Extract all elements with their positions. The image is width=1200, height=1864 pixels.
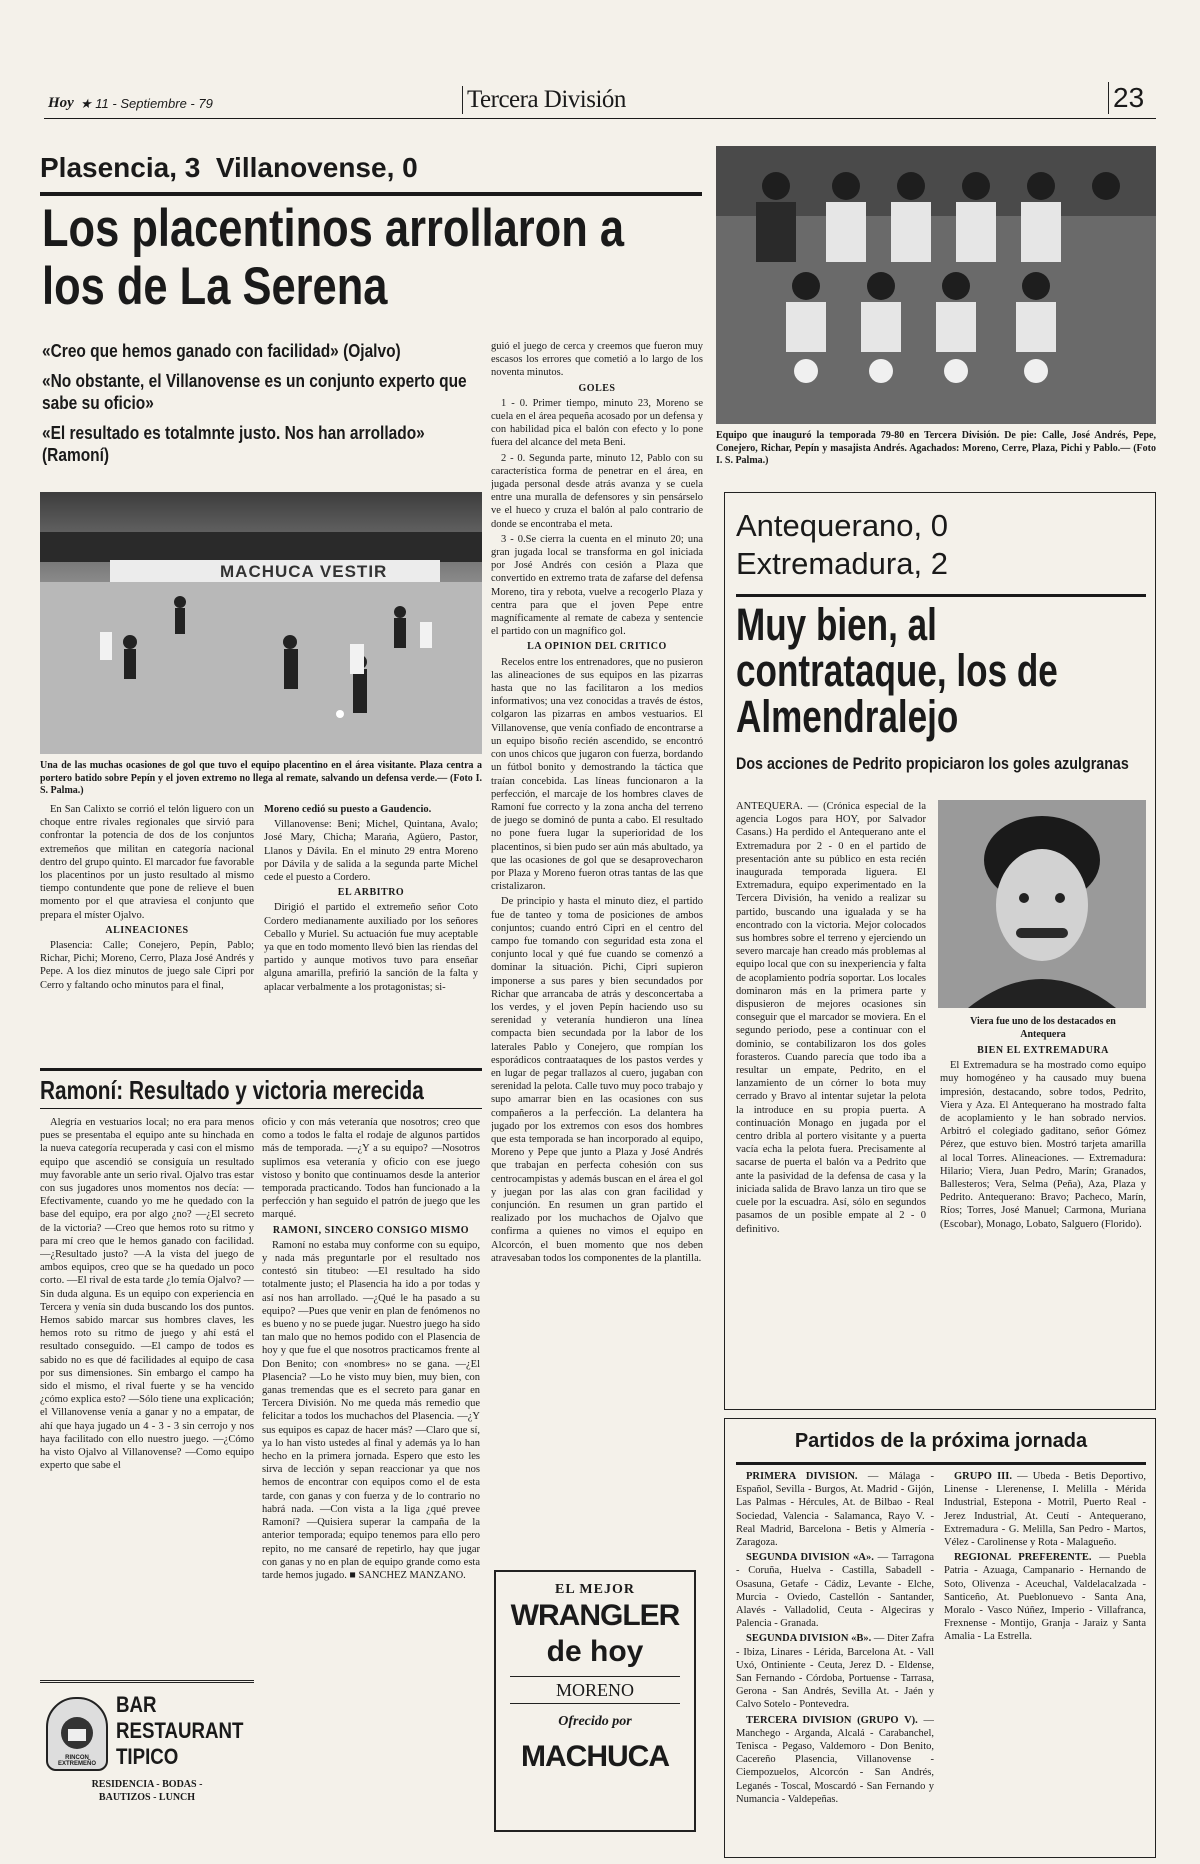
goles-heading: GOLES	[578, 382, 616, 394]
ad-wrangler-line-2: WRANGLER	[510, 1599, 680, 1632]
arbitro-continued: guió el juego de cerca y creemos que fueron muy escasos los errores que cometió a lo largo de los noventa minutos.	[491, 341, 703, 379]
bar-restaurant-ad	[40, 1680, 254, 1830]
article3-body: ANTEQUERA. — (Crónica especial de la agencia Logos para HOY, por Salvador Casans.) Ha perdido el Antequerano ante el Extremadura por 2 - 0 en el partido de presentación ante su público en esta recién inaugurada temporada liguera. El Extremadura, equipo experimentado en la Tercera División, ha venido a realizar su partido, buscando una igualada y se ha encontrado con la victoria. Mejor colocados sus hombres sobre el terreno y ejerciendo un severo marcaje han creado más problemas al equipo local que con su inexperiencia y falta de acoplamiento podría soportar. Los locales dominaron más en la primera parte y dispusieron de mejores ocasiones sin conseguir que el marcador se moviera. En el segundo periodo, pese a continuar con el dominio, se contabilizaron los dos goles forasteros. Cuando parecía que todo iba a resultar un empate, Pedrito, en el lanzamiento de un córner lo bota muy cerrado y Bravo al intentar sujetar la pelota la introduce en su propia puerta. A continuación Monago en jugada por el centro dribla al portero visitante y a puerta vacía echa la pelota fuera. Precisamente al sacarse de puerta el balón va a Pedrito que ante la pasividad de la defensa de casa y la iniciada salida de Bravo lanza un tiro que se cuele por la escuadra. Así, sólo en segundos pasamos de un posible empate al 2 - 0 definitivo.	[736, 801, 926, 1235]
score-rule	[40, 192, 702, 196]
ad-bar-line-3: TIPICO	[116, 1744, 179, 1769]
article3-score-line-1: Antequerano, 0	[736, 508, 949, 543]
article3-analysis: El Extremadura se ha mostrado como equipo muy homogéneo y ha causado muy buena impresión, destacando, sobre todos, Pedrito, Viera y Aza. El Antequerano ha mostrado falta de acoplamiento y le han sobrado nervios. Arbitró el colegiado gaditano, señor Gómez Pérez, que estuvo bien. Mostró tarjeta amarilla al local Torres. Alineaciones. — Extremadura: Hilario; Viera, Juan Pedro, Marín; Granados, Ballesteros; Vera, Selma (Peña), Aza, Plaza y Pedrito. Antequerano: Bravo; Pacheco, Marín, Ríos; Torres, José Manuel; Carmona, Muriana (Escobar), Monago, Lobato, Salguero (Florido).	[940, 1060, 1146, 1230]
fixtures-segunda-b-title: SEGUNDA DIVISION «B».	[746, 1633, 872, 1645]
bien-extremadura-heading: BIEN EL EXTREMADURA	[977, 1045, 1109, 1056]
ad-wrangler-line-5: Ofrecido por	[558, 1714, 632, 1729]
next-fixtures-title: Partidos de la próxima jornada	[794, 1430, 1088, 1452]
fixtures-column-2	[944, 1470, 1146, 1854]
team-photo	[716, 146, 1156, 424]
match-photo-illustration	[40, 492, 482, 754]
fixtures-segunda-a-title: SEGUNDA DIVISION «A».	[746, 1552, 874, 1564]
header-rule	[44, 118, 1156, 119]
page-header	[0, 80, 1200, 120]
quote-ramoni: «El resultado es totalmnte justo. Nos han arrollado» (Ramoní)	[42, 423, 425, 465]
arbitro-text: Dirigió el partido el extremeño señor Coto Cordero medianamente auxiliado por los señores Ceballo y Muriel. Su actuación fue muy aceptable ya que en todo momento llevó bien las riendas del partido y aunque motivos tuvo para enseñar alguna amarilla, prefirió la sanción de la falta y aplacar verbalmente a los protagonistas; si-	[264, 902, 478, 993]
critico-paragraph-2: De principio y hasta el minuto diez, el partido fue de tanteo y toma de posiciones de ambos conjuntos; cuando entró Cipri en el centro del campo fue tomando con seguridad esta zona el conjunto local y qué fue cuando se comenzó a dominar la situación. Pichi, Cipri supieron imponerse a sus pares y bien secundados por Richar que arrancaba de atrás y desconcertaba a los verdes, y el joven Pepín haciendo uso su serenidad y veteranía hundieron una línea compacta bien secundada por la labor de los laterales Pablo y Conejero, que rompían los esporádicos contraataques de los pastos verdes y en lugar de pegar trallazos al cuero, jugaban con serenidad la pelota. Calle tuvo muy poco trabajo y supo amarrar bien en las ocasiones con sus compañeros a la perfección. La delantera ha jugado por los extremos con esos dos hombres que esta temporada se han incorporado al equipo, Moreno y Pepe que junto a Plaza y José Andrés que trabajan en perfecta cohesión con sus centrocampistas y además buscan en el área el gol y juegan por las alas con gran facilidad y conjunción. En resumen un gran partido el realizado por los muchachos de Ojalvo que confirma a quienes no vimos el equipo en Alcorcón, el buen momento que nos deben atravesaban todos los componentes de la plantilla.	[491, 896, 703, 1264]
restaurant-logo	[46, 1697, 108, 1771]
ad-bar-line-5: BAUTIZOS - LUNCH	[98, 1792, 196, 1803]
fixtures-grupo3-title: GRUPO III.	[954, 1471, 1012, 1482]
fixtures-primera-title: PRIMERA DIVISION.	[746, 1471, 858, 1482]
goal-1: 1 - 0. Primer tiempo, minuto 23, Moreno se cuela en el área pequeña acosado por un defensa y con habilidad pica el balón con efecto y lo pone fuera del alcance del meta Beni.	[491, 397, 703, 449]
action-photo-caption: Una de las muchas ocasiones de gol que tuvo el equipo placentino en el área visitante. Plaza centra a portero batido sobre Pepín y el joven extremo no llega al remate, salvando un defensa verde.— (Foto I. S. Palma.)	[40, 760, 482, 796]
fixtures-grupo3	[944, 1470, 1146, 1549]
ad-wrangler-line-1: EL MEJOR	[555, 1582, 635, 1597]
fixtures-column-1	[736, 1470, 934, 1854]
article3-score-line-2: Extremadura, 2	[736, 546, 948, 581]
viera-portrait-illustration	[938, 800, 1146, 1008]
article3-subhead: Dos acciones de Pedrito propiciaron los goles azulgranas	[736, 754, 1129, 773]
ojalvo-interview: Alegría en vestuarios local; no era para menos pues se presentaba el equipo ante su hinchada en la nueva categoría recuperada y casi con el mismo equipo que ascendió se consiguía un resultado muy favorable ante un serio rival. Ojalvo tras estar con sus jugadores unos momentos nos decía: —Efectivamente, cuando yo me he quedado con la base del equipo, era por algo ¿no? —¿El secreto de la victoria? —Creo que hemos roto su ritmo y para mí creo que le hemos ganado con facilidad. —¿Resultado justo? —A la vista del juego de ambos equipos, creo que se ha quedado un poco corto. —El rival de esta tarde ¿lo temía Ojalvo? —Sin duda alguna. Es un equipo con experiencia en Tercera y venía sin duda buscando los dos puntos. Hemos sabido marcar sus hombres claves, les hemos roto su ritmo de juego y ahí está el resultado conseguido. —El campo de todos es sabido no es que dé facilidades al equipo de casa por sus dimensiones. Sin embargo el campo ha sido el mismo, el rival fuerte y se ha vencido ¿cómo explica esto? —Sólo tiene una explicación; el Villanovense venía a ganar y no a empatar, de ahí que haya jugado un 4 - 3 - 3 sin cerrojo y nos haya facilitado con ello nuestro juego. —¿Cómo ha visto Ojalvo al Villanovense? —Como equipo experto que sabe el	[40, 1117, 254, 1472]
arbitro-heading: EL ARBITRO	[337, 887, 405, 899]
newspaper-logo: Hoy	[48, 95, 74, 111]
match-action-photo	[40, 492, 482, 754]
ad-wrangler-line-3: de hoy	[546, 1635, 644, 1668]
article1-column-3	[491, 340, 703, 1410]
page-number: 23	[1108, 82, 1144, 114]
alineaciones-heading: ALINEACIONES	[105, 924, 189, 936]
fixtures-regional	[944, 1551, 1146, 1643]
fixtures-segunda-a-list: — Tarragona - Coruña, Huelva - Castilla, Sabadell - Osasuna, Getafe - Cádiz, Levante - Elche, Murcia - Oviedo, Castellón - Santander, Alavés - Valladolid, Ceuta - Algeciras y Palencia - Granada.	[736, 1552, 934, 1630]
headline-line-2: los de La Serena	[42, 257, 388, 316]
fixtures-segunda-b-list: — Diter Zafra - Ibiza, Linares - Lérida, Barcelona At. - Vall Uxó, Ontiniente - Ceuta, Jerez D. - Eldense, San Fernando - Córdoba, Portuense - Tarrasa, Gerona - San Andrés, Sevilla At. - Jaén y Calvo Sotelo - Pontevedra.	[736, 1633, 934, 1711]
quote-villanovense: «No obstante, el Villanovense es un conjunto experto que sabe su oficio»	[42, 371, 467, 413]
article2-headline: Ramoní: Resultado y victoria merecida	[40, 1075, 424, 1105]
fixtures-primera-list: — Málaga - Español, Sevilla - Burgos, At. Madrid - Gijón, Las Palmas - Hércules, At. de Bilbao - Real Sociedad, Valencia - Salamanca, Rayo V. - Real Madrid, Barcelona - Betis y Almería - Zaragoza.	[736, 1471, 934, 1549]
article1-column-2	[264, 803, 478, 1061]
article1-intro: En San Calixto se corrió el telón liguero con un choque entre rivales regionales que sirvió para confrontar la potencia de dos de los conjuntos extremeños que militan en categoría nacional dentro del grupo quinto. El marcador fue favorable los placentinos por un justo resultado al mismo tiempo contundente que pone de relieve el buen momento por el que atraviesa el conjunto que prepara el míster Ojalvo.	[40, 804, 254, 921]
quote-ojalvo: «Creo que hemos ganado con facilidad» (Ojalvo)	[42, 341, 401, 361]
fixtures-segunda-b	[736, 1632, 934, 1711]
article3-column-1	[736, 800, 926, 1400]
match-score: Plasencia, 3 Villanovense, 0	[40, 152, 418, 183]
section-title: Tercera División	[462, 86, 626, 114]
substitution-note: Moreno cedió su puesto a Gaudencio.	[264, 804, 432, 815]
next-fixtures-rule	[736, 1462, 1146, 1465]
ad-wrangler-line-6: MACHUCA	[521, 1740, 669, 1773]
headline-line-1: Los placentinos arrollaron a	[42, 200, 625, 258]
headline	[42, 200, 707, 320]
ad-wrangler-line-4: MORENO	[510, 1676, 680, 1704]
fixtures-tercera-title: TERCERA DIVISION (GRUPO V).	[746, 1714, 918, 1726]
fixtures-segunda-a	[736, 1551, 934, 1630]
goal-3: 3 - 0.Se cierra la cuenta en el minuto 20; una gran jugada local se transforma en gol iniciada por José Andrés con cesión a Plaza que convertido en extremo trata de zafarse del defensa Moreno, tira y rebota, vuelve a recogerlo Plaza y centra para que el joven Pepe entre magníficamente al remate de cabeza y sentencie el partido con un magnífico gol.	[491, 533, 703, 638]
fixtures-tercera	[736, 1714, 934, 1806]
issue-date: ★ 11 - Septiembre - 79	[80, 96, 213, 111]
wrangler-ad	[494, 1570, 696, 1832]
ad-bar-line-2: RESTAURANT	[116, 1718, 244, 1743]
team-photo-caption: Equipo que inauguró la temporada 79-80 en Tercera División. De pie: Calle, José Andrés, Pepe, Conejero, Richar, Pepín y masajista Andrés. Agachados: Moreno, Cerre, Plaza, Pichi y Pablo.— (Foto I. S. Palma.)	[716, 430, 1156, 466]
viera-photo-caption: Viera fue uno de los destacados en Antequera	[970, 1016, 1116, 1040]
article3-column-2	[940, 1044, 1146, 1404]
ramoni-heading: RAMONI, SINCERO CONSIGO MISMO	[272, 1224, 470, 1236]
article3-headline-line-1: Muy bien, al	[736, 602, 937, 650]
fixtures-regional-list: — Puebla Patria - Azuaga, Campanario - Hernando de Soto, Olivenza - Aceuchal, Valdelacalzada - Santiceño, At. Pueblonuevo - Santa Ana, Moralo - Vasco Núñez, Imperio - Villafranca, Frexnense - Montijo, Granja - Jaraiz y Santa Amalia - La Estrella.	[944, 1552, 1146, 1643]
fixtures-primera	[736, 1470, 934, 1549]
article3-headline-line-2: contrataque, los de	[736, 645, 1058, 696]
article3-headline	[736, 602, 1156, 742]
alineaciones-plasencia: Plasencia: Calle; Conejero, Pepín, Pablo; Richar, Pichi; Moreno, Cerro, Plaza José Andrés y Pepe. A los diez minutos de juego sale Cipri por Cerro y faltando ocho minutos para el final,	[40, 940, 254, 991]
fixtures-regional-title: REGIONAL PREFERENTE.	[954, 1552, 1092, 1564]
ad-bar-line-1: BAR	[116, 1692, 157, 1717]
article2-top-rule	[40, 1068, 482, 1071]
alineaciones-villanovense: Villanovense: Beni; Michel, Quintana, Avalo; José Mary, Chicha; Marańa, Agüero, Pastor, Llanos y Dávila. En el minuto 29 entra Moreno por Dávila y de salida a la segunda parte Michel cede el puesto a Cordero.	[264, 819, 478, 884]
fixtures-tercera-list: — Manchego - Arganda, Alcalá - Carabanchel, Tenisca - Pegaso, Valdemoro - Don Benito, Cacereño Plasencia, Villanovense - Ciempozuelos, Alcorcón - San Andrés, Leganés - Toscal, Moscardó - San Fernando y Numancia - Valdepeñas.	[736, 1714, 934, 1805]
ramoni-interview: Ramoní no estaba muy conforme con su equipo, y nada más preguntarle por el resultado nos contestó sin titubeo: —El resultado ha sido totalmente justo; el Plasencia ha ido a por todas y así nos han arrollado. —¿Qué le ha pasado a su equipo? —Pues que venir en plan de fenómenos no es bueno y no se puede jugar. Nuestro juego ha sido tan malo que no hemos podido con el Plasencia de hoy y que fue el que nosotros practicamos frente al Don Benito; con «nombres» no se gana. —¿El Plasencia? —Lo he visto muy bien, muy bien, con ganas tremendas que es el secreto para ganar en Tercera División. No me queda más remedio que felicitar a todos los muchachos del Plasencia. —¿Y sus equipos es capaz de hacer más? —Claro que sí, ya lo han visto ustedes al final y además ya lo han hecho en la primera jornada. Espero que esto les sirva de lección y sepan reaccionar ya que nos hemos de encontrar con equipos como el de esta tarde, con ganas y con fuerza y de lo contrario no habrá nada. —Con vista a la liga ¿qué prevee Ramoní? —Quisiera superar la campaña de la anterior temporada; equipo tenemos para ello pero repito, no me cansaré de repetirlo, hay que jugar con ganas y no en plan de equipo grande como esta tarde hemos jugado. ■ SANCHEZ MANZANO.	[262, 1239, 480, 1581]
critico-paragraph-1: Recelos entre los entrenadores, que no pusieron las alineaciones de sus equipos en las pizarras hasta que no las facilitaron a los medios informativos; una vez conocidas a través de éstos, colgaron las pizarras en ambos vestuarios. El Villanovense, que venía confiado de encontrarse a un equipo bisoño recién ascendido, se encontró con unos chicos que jugaron con fuerza, bordando un fútbol bonito y demostrando la táctica que traían concebida. Las líneas funcionaron a la perfección, el marcaje de los hombres claves de Ramoní fue correcto y la zona ancha del terreno de juego se dominó de punta a cabo. El resultado no pone fuera lugar la superioridad de los placentinos, si bien pudo ser aún más abultado, ya que las ocasiones de gol que se desaprovecharon por Plaza y Moreno fueron otras tantas de las que cristalizaron.	[491, 656, 703, 893]
article3-score-rule	[736, 594, 1146, 597]
critico-heading: LA OPINION DEL CRITICO	[527, 641, 667, 653]
fixtures-grupo3-list: — Ubeda - Betis Deportivo, Linense - Llerenense, I. Melilla - Mérida Industrial, Estepona - Motril, Puerto Real - Jerez Industrial, At. Ceutí - Antequerano, Extremadura - G. Melilla, San Pedro - Martos, Vélez - Carolinense y Rota - Malagueño.	[944, 1471, 1146, 1549]
article2-bottom-rule	[40, 1108, 482, 1109]
goal-2: 2 - 0. Segunda parte, minuto 12, Pablo con su característica forma de penetrar en el área, en jugada personal desde atrás avanza y se cuela entre una muralla de defensores y sin pensárselo ve el hueco y cruza el balón al palo contrario de donde se encontraba el meta.	[491, 452, 703, 530]
article3-headline-line-3: Almendralejo	[736, 691, 959, 742]
team-photo-illustration	[716, 146, 1156, 424]
viera-photo	[938, 800, 1146, 1008]
article2-column-1	[40, 1116, 254, 1672]
ad-bar-line-4: RESIDENCIA - BODAS -	[91, 1779, 203, 1790]
article2-column-2	[262, 1116, 480, 1858]
stadium-sign: MACHUCA VESTIR	[220, 562, 388, 581]
article1-column-1	[40, 803, 254, 1061]
ojalvo-interview-continued: oficio y con más veteranía que nosotros; creo que como a todos le falta el rodaje de algunos partidos más de temporada. —¿Y a su equipo? —Nosotros suplimos esa veteranía y oficio con ese juego vistoso y bonito que continuamos desde la anterior temporada practicando. Todos han funcionado a la perfección y han seguido el patrón de juego que les marqué.	[262, 1117, 480, 1221]
restaurant-logo-text: RINCON EXTREMEÑO	[57, 1755, 96, 1767]
pull-quotes	[42, 340, 482, 466]
